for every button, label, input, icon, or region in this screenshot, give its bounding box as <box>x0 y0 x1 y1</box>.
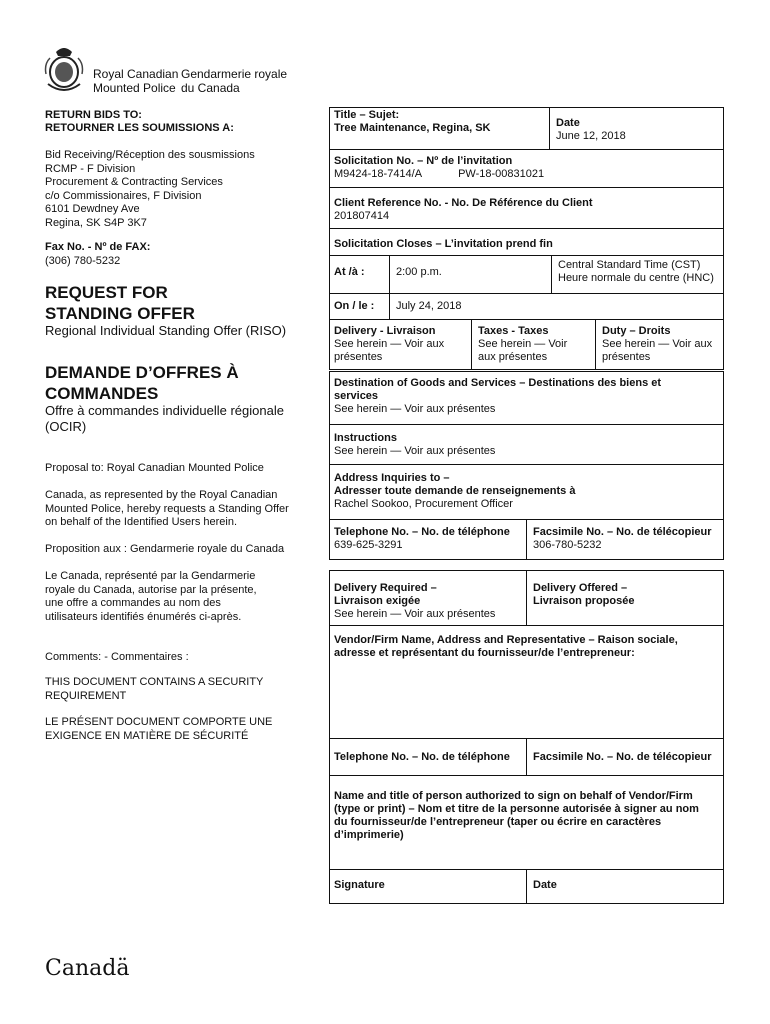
subtitle-french: Offre à commandes individuelle régionale (OCIR) <box>45 403 284 434</box>
delivery-cell: Delivery - Livraison See herein — Voir aux présentes <box>334 325 445 363</box>
fax-label: Fax No. - Nº de FAX: <box>45 241 151 253</box>
taxes-cell: Taxes - Taxes See herein — Voir aux présentes <box>478 325 568 363</box>
solicitation-number-cell: Solicitation No. – Nº de l’invitation M9424-18-7414/A PW-18-00831021 <box>334 155 545 180</box>
solicitation-closes-label: Solicitation Closes – L’invitation prend fin <box>334 238 553 250</box>
security-notice-fr: LE PRÉSENT DOCUMENT COMPORTE UNE EXIGENCE EN MATIÈRE DE SÉCURITÉ <box>45 716 273 742</box>
delivery-required-cell: Delivery Required – Livraison exigée See herein — Voir aux présentes <box>334 582 496 620</box>
comments-label: Comments: - Commentaires : <box>45 651 189 663</box>
date-cell: Date June 12, 2018 <box>556 117 626 142</box>
authorized-name-title-field[interactable]: Name and title of person authorized to sign on behalf of Vendor/Firm (type or print) – Nom et titre de la personne autorisée à signer au nom du fournisseur/de l’entrepreneur (taper ou écrire en caractères d’imprimerie) <box>334 790 699 841</box>
on-date-value: July 24, 2018 <box>396 300 462 312</box>
instructions-cell: Instructions See herein — Voir aux présentes <box>334 432 496 457</box>
canada-statement-fr: Le Canada, représenté par la Gendarmerie royale du Canada, autorise par la présente, une offre a commandes au nom des utilisateurs identifiés énumérés ci-après. <box>45 570 257 623</box>
inquiries-cell: Address Inquiries to – Adresser toute demande de renseignements à Rachel Sookoo, Procurement Officer <box>334 472 576 510</box>
duty-cell: Duty – Droits See herein — Voir aux présentes <box>602 325 713 363</box>
on-label: On / le : <box>334 300 375 312</box>
facsimile-cell: Facsimile No. – No. de télécopieur 306-780-5232 <box>533 526 712 551</box>
canada-wordmark: Canadä <box>45 956 130 981</box>
signature-date-field[interactable]: Date <box>533 879 557 891</box>
title-french: DEMANDE D’OFFRES À COMMANDES <box>45 363 239 403</box>
delivery-offered-cell[interactable]: Delivery Offered – Livraison proposée <box>533 582 635 607</box>
client-reference-cell: Client Reference No. - No. De Référence du Client 201807414 <box>334 197 593 222</box>
subtitle-english: Regional Individual Standing Offer (RISO) <box>45 323 287 338</box>
time-zone-cell: Central Standard Time (CST) Heure normale du centre (HNC) <box>558 259 714 284</box>
title-english: REQUEST FOR STANDING OFFER <box>45 283 195 323</box>
proposal-to-fr: Proposition aux : Gendarmerie royale du Canada <box>45 543 285 555</box>
rcmp-crest-icon <box>44 44 84 94</box>
return-address: Bid Receiving/Réception des sousmissions RCMP - F Division Procurement & Contracting Services c/o Commissionaires, F Division 6101 Dewdney Ave Regina, SK S4P 3K7 <box>45 149 255 229</box>
canada-statement-en: Canada, as represented by the Royal Canadian Mounted Police, hereby requests a Standing Offer on behalf of the Identified Users herein. <box>45 489 289 528</box>
return-bids-label-en: RETURN BIDS TO: <box>45 109 142 121</box>
return-bids-label-fr: RETOURNER LES SOUMISSIONS A: <box>45 122 234 134</box>
fax-value: (306) 780-5232 <box>45 255 121 267</box>
title-cell: Title – Sujet: Tree Maintenance, Regina, SK <box>334 109 491 134</box>
org-name-english: Royal Canadian Mounted Police <box>93 67 179 95</box>
vendor-telephone-field[interactable]: Telephone No. – No. de téléphone <box>334 751 510 763</box>
security-notice-en: THIS DOCUMENT CONTAINS A SECURITY REQUIREMENT <box>45 676 264 702</box>
destination-cell: Destination of Goods and Services – Destinations des biens et services See herein — Voir aux présentes <box>334 377 662 415</box>
telephone-cell: Telephone No. – No. de téléphone 639-625-3291 <box>334 526 510 551</box>
vendor-name-address-field[interactable]: Vendor/Firm Name, Address and Representative – Raison sociale, adresse et représentant du fournisseur/de l’entrepreneur: <box>334 634 678 659</box>
at-time-value: 2:00 p.m. <box>396 266 442 278</box>
vendor-facsimile-field[interactable]: Facsimile No. – No. de télécopieur <box>533 751 712 763</box>
org-name-french: Gendarmerie royale du Canada <box>181 67 288 95</box>
at-label: At /à : <box>334 266 365 278</box>
signature-field[interactable]: Signature <box>334 879 385 891</box>
proposal-to-en: Proposal to: Royal Canadian Mounted Police <box>45 462 264 474</box>
